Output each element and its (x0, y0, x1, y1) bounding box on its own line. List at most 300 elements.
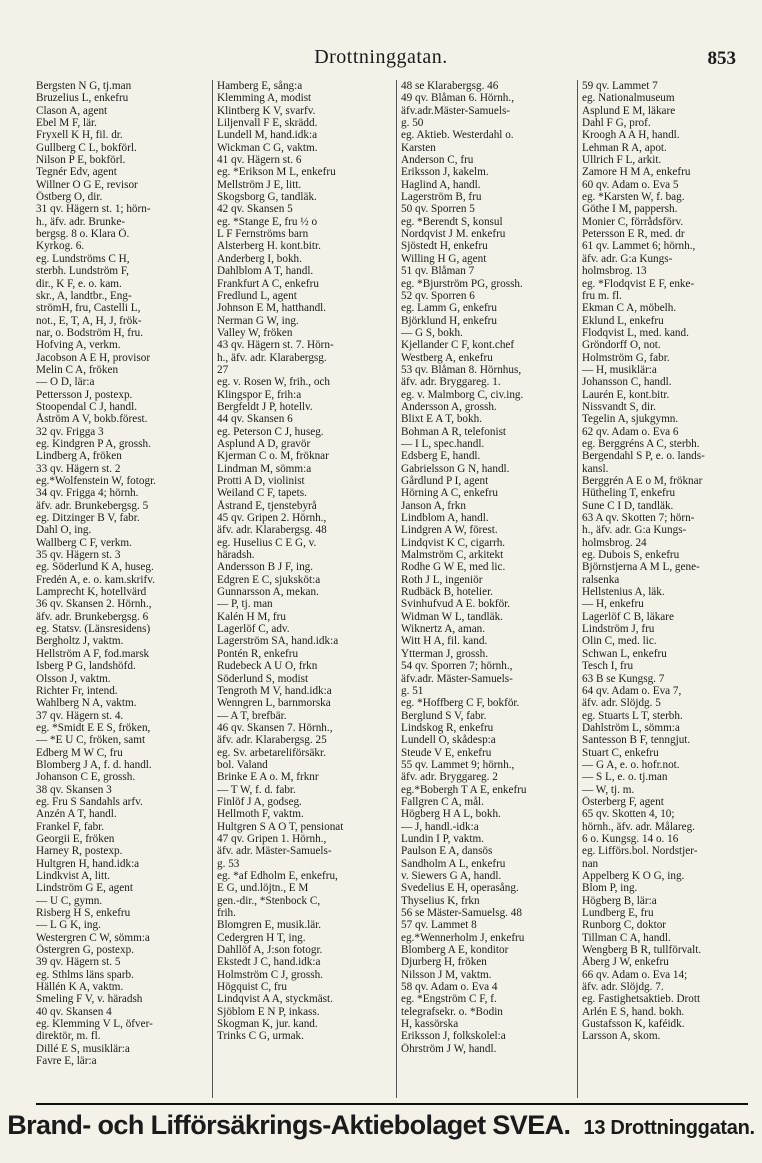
directory-entry: 59 qv. Lammet 7 (582, 80, 658, 92)
directory-entry: 37 qv. Hägern st. 4. (36, 709, 124, 722)
directory-entry: Lindskog R, enkefru (401, 721, 494, 734)
directory-entry: eg.*Bobergh T A E, enkefru (401, 783, 527, 796)
directory-entry: Frankfurt A C, enkefru (217, 277, 319, 290)
directory-entry: eg. Kindgren P A, grossh. (36, 437, 151, 450)
directory-entry: 52 qv. Sporren 6 (401, 289, 475, 302)
directory-entry: 46 qv. Skansen 7. Hörnh., (217, 721, 333, 734)
directory-entry: 45 qv. Gripen 2. Hörnh., (217, 512, 327, 525)
directory-entry: H, kassörska (401, 1018, 459, 1031)
directory-entry: 27 (217, 363, 229, 376)
directory-entry: 32 qv. Frigga 3 (36, 425, 104, 438)
directory-entry: Westberg A, enkefru (401, 351, 493, 364)
directory-entry: Lindqvist K C, cigarrh. (401, 536, 506, 549)
directory-entry: Blom P, ing. (582, 882, 638, 895)
directory-entry: Tesch I, fru (582, 660, 634, 673)
directory-entry: eg. Nationalmuseum (582, 92, 675, 105)
directory-entry: äfv. adr. Slöjdg. 7. (582, 981, 664, 994)
directory-entry: Kroogh A A H, handl. (582, 129, 680, 142)
directory-entry: Blomberg J A, f. d. handl. (36, 758, 152, 771)
directory-entry: äfv.adr. Mäster-Samuels- (401, 672, 513, 685)
directory-entry: Öhrström J W, handl. (401, 1042, 497, 1055)
directory-entry: Björklund H, enkefru (401, 314, 498, 327)
directory-entry: — G S, bokh. (401, 326, 463, 339)
directory-entry: äfv.adr.Mäster-Samuels- (401, 104, 511, 117)
directory-entry: Edgren E C, sjuksköt:a (217, 573, 321, 586)
directory-entry: Bruzelius L, enkefru (36, 92, 129, 105)
directory-entry: eg. *Smidt E E S, fröken, (36, 721, 151, 734)
directory-entry: Westergren C W, sömm:a (36, 931, 150, 944)
directory-entry: 39 qv. Hägern st. 5 (36, 956, 121, 969)
directory-entry: Andersson B J F, ing. (217, 561, 314, 574)
directory-entry: 53 qv. Blåman 8. Hörnhus, (401, 363, 522, 376)
directory-entry: 41 qv. Hägern st. 6 (217, 154, 302, 167)
directory-entry: Laurén E, kont.bitr. (582, 388, 670, 401)
directory-entry: holmsbrog. 24 (582, 536, 647, 549)
directory-entry: 58 qv. Adam o. Eva 4 (401, 981, 498, 994)
directory-entry: Alsterberg H. kont.bitr. (217, 240, 321, 253)
directory-entry: Högquist C, fru (217, 981, 287, 994)
directory-entry: eg. *af Edholm E, enkefru, (217, 870, 338, 882)
directory-entry: Anderson C, fru (401, 154, 474, 167)
directory-entry: Dahl O, ing. (36, 524, 92, 537)
directory-entry: Paulson E A, dansös (401, 845, 493, 858)
directory-entry: — G A, e. o. hofr.not. (582, 758, 680, 771)
directory-entry: Svedelius E H, operasång. (401, 882, 519, 895)
directory-entry: eg. *Hoffberg C F, bokför. (401, 697, 520, 710)
directory-entry: Wengberg B R, tullförvalt. (582, 944, 702, 957)
directory-entry: kansl. (582, 462, 609, 475)
directory-entry: eg. Lifförs.bol. Nordstjer- (582, 845, 698, 858)
directory-entry: Ebel M F, lär. (36, 117, 97, 130)
directory-entry: Blomberg A E, konditor (401, 944, 509, 957)
directory-entry: eg. Fru S Sandahls arfv. (36, 795, 143, 808)
directory-entry: Rudebeck A U O, frkn (217, 660, 318, 673)
directory-entry: nar, o. Bodström H, fru. (36, 326, 144, 339)
column-4 (577, 80, 753, 1098)
directory-entry: äfv. adr. Brunkebergsg. 5 (36, 499, 149, 512)
directory-entry: Petersson E R, med. dr (582, 228, 685, 241)
directory-entry: Tillman C A, handl. (582, 931, 671, 944)
directory-entry: Österberg F, agent (582, 795, 664, 808)
directory-entry: Nordqvist J M. enkefru (401, 228, 506, 241)
directory-entry: 44 qv. Skansen 6 (217, 413, 293, 426)
directory-entry: eg. Stuarts L T, sterbh. (582, 709, 683, 722)
directory-entry: Monier C, förrådsförv. (582, 215, 684, 228)
directory-entry: Lagerström SA, hand.idk:a (217, 635, 339, 648)
directory-entry: — H, enkefru (582, 598, 644, 611)
directory-entry: Lundell O, skådesp:a (401, 734, 496, 747)
directory-entry: Holmström G, fabr. (582, 351, 670, 364)
directory-entry: Bergsten N G, tj.man (36, 80, 132, 92)
directory-entry: Stuart C, enkefru (582, 746, 659, 759)
directory-entry: äfv. adr. Klarabergsg. 48 (217, 524, 327, 537)
directory-entry: 49 qv. Blåman 6. Hörnh., (401, 92, 514, 105)
directory-entry: Eklund L, enkefru (582, 314, 664, 327)
directory-entry: Runborg C, doktor (582, 919, 667, 932)
directory-entry: eg. *Engström C F, f. (401, 993, 497, 1006)
directory-entry: Santesson B F, tenngjut. (582, 734, 691, 747)
directory-entry: Widman W L, tandläk. (401, 610, 503, 623)
directory-entry: Zamore H M A, enkefru (582, 166, 691, 179)
directory-entry: Mellström J E, litt. (217, 178, 302, 191)
directory-entry: 43 qv. Hägern st. 7. Hörn- (217, 339, 334, 352)
directory-entry: Eriksson J, kakelm. (401, 166, 489, 179)
directory-entry: Stoopendal C J, handl. (36, 400, 137, 413)
directory-entry: h., äfv. adr. Klarabergsg. (217, 351, 327, 364)
directory-entry: äfv. adr. Klarabergsg. 25 (217, 734, 327, 747)
directory-entry: E G, und.löjtn., E M (217, 882, 309, 895)
directory-entry: Wickman C G, vaktm. (217, 141, 318, 154)
directory-entry: nan (582, 857, 599, 870)
directory-entry: Tegnér Edv, agent (36, 166, 117, 179)
directory-entry: Anderberg I, bokh. (217, 252, 302, 265)
directory-entry: Isberg P G, landshöfd. (36, 660, 136, 673)
directory-entry: Dahlström L, sömm:a (582, 721, 680, 734)
directory-entry: 63 B se Kungsg. 7 (582, 672, 665, 685)
directory-entry: 61 qv. Lammet 6; hörnh., (582, 240, 696, 253)
directory-entry: Clason A, agent (36, 104, 108, 117)
directory-columns (36, 80, 748, 1098)
directory-entry: — O D, lär:a (36, 376, 95, 389)
directory-entry: Brinke E A o. M, frknr (217, 771, 319, 784)
directory-entry: Dahl F G, prof. (582, 117, 651, 130)
directory-entry: eg.*Wennerholm J, enkefru (401, 931, 525, 944)
directory-entry: eg. v. Rosen W, frih., och (217, 376, 330, 389)
directory-entry: Georgii E, fröken (36, 832, 115, 845)
directory-entry: Ekstedt J C, hand.idk:a (217, 956, 321, 969)
directory-entry: Kjellander C F, kont.chef (401, 339, 515, 352)
directory-entry: eg. Huselius C E G, v. (217, 536, 317, 549)
directory-entry: 64 qv. Adam o. Eva 7, (582, 684, 682, 697)
directory-entry: Hultgren H, hand.idk:a (36, 857, 140, 870)
directory-entry: Hütheling T, enkefru (582, 487, 676, 500)
directory-entry: Ytterman J, grossh. (401, 647, 489, 660)
directory-entry: strömH, fru, Castelli L, (36, 302, 141, 315)
directory-entry: Svinhufvud A E. bokför. (401, 598, 511, 611)
directory-entry: eg. Statsv. (Länsresidens) (36, 623, 151, 636)
directory-entry: Malmström C, arkitekt (401, 549, 504, 562)
directory-entry: Pettersson J, postexp. (36, 388, 133, 401)
directory-entry: 50 qv. Sporren 5 (401, 203, 475, 216)
footer-company: Brand- och Lifförsäkrings-Aktiebolaget SVEA. (7, 1110, 571, 1140)
directory-entry: Högberg H A L, bokh. (401, 808, 501, 821)
directory-entry: Schwan L, enkefru (582, 647, 667, 660)
directory-entry: Hellström A F, fod.marsk (36, 647, 150, 660)
directory-entry: Lundell M, hand.idk:a (217, 129, 318, 142)
directory-entry: eg. Lundströms C H, (36, 252, 130, 265)
directory-entry: holmsbrog. 13 (582, 265, 647, 278)
directory-entry: äfv. adr. Bryggareg. 1. (401, 376, 501, 389)
directory-entry: äfv. adr. G:a Kungs- (582, 252, 673, 265)
directory-entry: Klemming A, modist (217, 92, 312, 105)
directory-entry: äfv. adr. Slöjdg. 5 (582, 697, 661, 710)
directory-entry: Valley W, fröken (217, 326, 293, 339)
directory-entry: Lindgren A W, förest. (401, 524, 498, 537)
directory-entry: Hamberg E, sång:a (217, 80, 303, 92)
directory-entry: Skogman K, jur. kand. (217, 1018, 318, 1031)
directory-entry: — H, musiklär:a (582, 363, 657, 376)
directory-entry: Liljenvall F E, skrädd. (217, 117, 318, 130)
directory-entry: Gabrielsson G N, handl. (401, 462, 510, 475)
directory-entry: L F Fernströms barn (217, 228, 309, 241)
directory-entry: Sjöblom E N P, inkass. (217, 1005, 320, 1018)
directory-entry: eg. Söderlund K A, huseg. (36, 561, 154, 574)
directory-entry: Dahlblom A T, handl. (217, 265, 314, 278)
directory-entry: Kjerman C o. M, fröknar (217, 450, 329, 463)
directory-entry: Wahlberg N A, vaktm. (36, 697, 137, 710)
directory-entry: gen.-dir., *Stenbock C, (217, 894, 321, 907)
directory-entry: Fredén A, e. o. kam.skrifv. (36, 573, 155, 586)
footer-address: 13 Drottninggatan. (583, 1117, 755, 1139)
directory-entry: Wenngren L, barnmorska (217, 697, 331, 710)
column-2 (212, 80, 395, 1098)
directory-entry: 40 qv. Skansen 4 (36, 1005, 112, 1018)
directory-entry: 36 qv. Skansen 2. Hörnh., (36, 598, 152, 611)
directory-entry: direktör, m. fl. (36, 1030, 101, 1043)
directory-entry: 66 qv. Adam o. Eva 14; (582, 968, 688, 981)
directory-entry: Appelberg K O G, ing. (582, 870, 685, 882)
directory-entry: — A T, brefbär. (217, 709, 287, 722)
directory-entry: Lamprecht K, hotellvärd (36, 586, 147, 599)
directory-entry: Lindberg A, fröken (36, 450, 122, 463)
directory-entry: — J, handl.-idk:a (401, 820, 479, 833)
directory-entry: Nissvandt S, dir. (582, 400, 656, 413)
directory-entry: Trinks C G, urmak. (217, 1030, 304, 1043)
directory-entry: Hultgren S A O T, pensionat (217, 820, 344, 833)
directory-entry: Thyselius K, frkn (401, 894, 480, 907)
directory-entry: äfv. adr. Bryggareg. 2 (401, 771, 498, 784)
directory-entry: Klintberg K V, svarfv. (217, 104, 316, 117)
directory-entry: Risberg H S, enkefru (36, 907, 131, 920)
directory-entry: Asplund E M, läkare (582, 104, 676, 117)
directory-entry: Hörning A C, enkefru (401, 487, 498, 500)
directory-entry: Åberg J W, enkefru (582, 956, 669, 969)
directory-entry: Berglund S V, fabr. (401, 709, 487, 722)
directory-entry: Åstrand E, tjenstebyrå (217, 499, 317, 512)
directory-entry: Hällén K A, vaktm. (36, 981, 124, 994)
directory-entry: Smeling F V, v. häradsh (36, 993, 143, 1006)
directory-entry: eg. Lamm G, enkefru (401, 302, 497, 315)
directory-entry: Östergren G, postexp. (36, 944, 134, 957)
directory-entry: Anzén A T, handl. (36, 808, 117, 821)
directory-entry: bergsg. 8 o. Klara Ö. (36, 228, 130, 241)
directory-entry: Gröndorff O, not. (582, 339, 661, 352)
directory-entry: — P, tj. man (217, 598, 273, 611)
directory-entry: 47 qv. Gripen 1. Hörnh., (217, 832, 327, 845)
directory-entry: dir., K F, e. o. kam. (36, 277, 122, 290)
directory-entry: Melin C A, fröken (36, 363, 119, 376)
directory-entry: Rodhe G W E, med lic. (401, 561, 506, 574)
directory-entry: Holmström C J, grossh. (217, 968, 323, 981)
directory-entry: äfv. adr. Mäster-Samuels- (217, 845, 332, 858)
directory-entry: eg. Peterson C J, huseg. (217, 425, 324, 438)
directory-entry: skr., A, landtbr., Eng- (36, 289, 132, 302)
directory-entry: Lundberg E, fru (582, 907, 654, 920)
directory-entry: eg. *Bjurström PG, grossh. (401, 277, 523, 290)
directory-entry: Sandholm A L, enkefru (401, 857, 506, 870)
directory-entry: eg. *Berendt S, konsul (401, 215, 503, 228)
directory-entry: Johansson C, handl. (582, 376, 672, 389)
directory-entry: 60 qv. Adam o. Eva 5 (582, 178, 679, 191)
directory-entry: Berggrén A E o M, fröknar (582, 475, 703, 487)
directory-entry: Haglind A, handl. (401, 178, 481, 191)
directory-entry: Göthe I M, pappersh. (582, 203, 678, 216)
directory-entry: Lagerström B, fru (401, 191, 482, 204)
directory-entry: Olsson J, vaktm. (36, 672, 111, 685)
directory-entry: Hellstenius A, läk. (582, 586, 665, 599)
directory-entry: Blomgren E, musik.lär. (217, 919, 322, 932)
directory-entry: Åström A V, bokb.förest. (36, 413, 148, 426)
directory-entry: 42 qv. Skansen 5 (217, 203, 293, 216)
directory-entry: Ekman C A, möbelh. (582, 302, 677, 315)
directory-entry: frih. (217, 907, 236, 920)
directory-entry: Lundin I P, vaktm. (401, 832, 484, 845)
directory-entry: Favre E, lär:a (36, 1055, 97, 1068)
directory-entry: Nilson P E, bokförl. (36, 154, 126, 167)
directory-entry: Edsberg E, handl. (401, 450, 481, 463)
directory-entry: Fryxell K H, fil. dr. (36, 129, 123, 142)
directory-entry: Janson A, frkn (401, 499, 466, 512)
advertisement-footer (0, 1110, 762, 1150)
directory-entry: Hellmoth F, vaktm. (217, 808, 304, 821)
directory-entry: Dahllöf A, J:son fotogr. (217, 944, 323, 957)
directory-entry: Tengroth M V, hand.idk:a (217, 684, 332, 697)
directory-entry: häradsh. (217, 549, 255, 562)
directory-entry: Nerman G W, ing. (217, 314, 299, 327)
directory-entry: eg. Aktieb. Westerdahl o. (401, 129, 514, 142)
directory-entry: Östberg O, dir. (36, 191, 103, 204)
directory-entry: Fallgren C A, mål. (401, 795, 484, 808)
directory-entry: Sune C I D, tandläk. (582, 499, 674, 512)
directory-entry: Weiland C F, tapets. (217, 487, 307, 500)
directory-entry: Lindqvist A A, styckmäst. (217, 993, 333, 1006)
directory-entry: eg. Berggréns A C, sterbh. (582, 437, 700, 450)
directory-entry: Dillé E S, musiklär:a (36, 1042, 130, 1055)
directory-entry: Roth J L, ingeniör (401, 573, 483, 586)
street-title: Drottninggatan. (314, 46, 448, 68)
directory-entry: v. Siewers G A, handl. (401, 870, 502, 882)
directory-entry: fru m. fl. (582, 289, 622, 302)
directory-entry: Johnson E M, hatthandl. (217, 302, 327, 315)
directory-entry: Richter Fr, intend. (36, 684, 118, 697)
directory-entry: Willing H G, agent (401, 252, 487, 265)
directory-entry: 55 qv. Lammet 9; hörnh., (401, 758, 515, 771)
directory-entry: Högberg B, lär:a (582, 894, 657, 907)
page-number: 853 (707, 48, 736, 69)
directory-entry: Lindkvist A, litt. (36, 870, 110, 882)
directory-entry: Björnstjerna A M L, gene- (582, 561, 700, 574)
directory-entry: 57 qv. Lammet 8 (401, 919, 477, 932)
directory-entry: Lagerlöf C, adv. (217, 623, 290, 636)
directory-entry: 48 se Klarabergsg. 46 (401, 80, 499, 92)
directory-entry: Witt H A, fil. kand. (401, 635, 488, 648)
directory-entry: 34 qv. Frigga 4; hörnh. (36, 487, 139, 500)
directory-entry: 6 o. Kungsg. 14 o. 16 (582, 832, 679, 845)
directory-entry: Karsten (401, 141, 436, 154)
directory-entry: 38 qv. Skansen 3 (36, 783, 112, 796)
directory-entry: eg. Klemming V L, öfver- (36, 1018, 153, 1031)
directory-entry: Rudbäck B, hotelier. (401, 586, 493, 599)
directory-entry: 35 qv. Hägern st. 3 (36, 549, 121, 562)
directory-entry: Arlén E S, hand. bokh. (582, 1005, 685, 1018)
directory-entry: Cedergren H T, ing. (217, 931, 306, 944)
directory-entry: Skogsborg G, tandläk. (217, 191, 317, 204)
directory-entry: Jacobson A E H, provisor (36, 351, 151, 364)
directory-entry: eg. *Flodqvist E F, enke- (582, 277, 695, 290)
directory-entry: 56 se Mäster-Samuelsg. 48 (401, 907, 522, 920)
directory-entry: Bergholtz J, vaktm. (36, 635, 124, 648)
directory-entry: Lagerlöf C B, läkare (582, 610, 674, 623)
directory-entry: Harney R, postexp. (36, 845, 123, 858)
directory-entry: 54 qv. Sporren 7; hörnh., (401, 660, 513, 673)
directory-entry: eg. Fastighetsaktieb. Drott (582, 993, 701, 1006)
directory-entry: Kalén H M, fru (217, 610, 286, 623)
directory-entry: Wiknertz A, aman. (401, 623, 486, 636)
footer-rule (36, 1103, 748, 1105)
directory-entry: Gullberg C L, bokförl. (36, 141, 137, 154)
page-header (0, 46, 762, 74)
directory-entry: Frankel F, fabr. (36, 820, 105, 833)
directory-entry: g. 51 (401, 684, 424, 697)
directory-entry: hörnh., äfv. adr. Målareg. (582, 820, 695, 833)
directory-entry: eg. *Karsten W, f. bag. (582, 191, 685, 204)
directory-entry: Lindström J, fru (582, 623, 655, 636)
directory-entry: eg. Dubois S, enkefru (582, 549, 680, 562)
directory-entry: — L G K, ing. (36, 919, 101, 932)
directory-entry: not., E, T, A, H, J, frök- (36, 314, 142, 327)
directory-entry: Gustafsson K, kaféidk. (582, 1018, 685, 1031)
directory-entry: g. 53 (217, 857, 240, 870)
directory-entry: Pontén R, enkefru (217, 647, 299, 660)
column-1 (36, 80, 206, 1098)
directory-entry: Larsson A, skom. (582, 1030, 661, 1043)
directory-entry: 51 qv. Blåman 7 (401, 265, 475, 278)
directory-entry: Gunnarsson A, mekan. (217, 586, 319, 599)
directory-entry: eg. Ditzinger B V, fabr. (36, 512, 140, 525)
directory-entry: Sjöstedt H, enkefru (401, 240, 488, 253)
directory-entry: Olin C, med. lic. (582, 635, 657, 648)
directory-entry: Klingspor E, frih:a (217, 388, 302, 401)
directory-entry: 65 qv. Skotten 4, 10; (582, 808, 675, 821)
directory-entry: 62 qv. Adam o. Eva 6 (582, 425, 679, 438)
directory-entry: 31 qv. Hägern st. 1; hörn- (36, 203, 151, 216)
directory-entry: Djurberg H, fröken (401, 956, 487, 969)
directory-entry: Gårdlund P I, agent (401, 475, 489, 487)
directory-entry: telegrafsekr. o. *Bodin (401, 1005, 503, 1018)
directory-entry: bol. Valand (217, 758, 268, 771)
directory-entry: ralsenka (582, 573, 620, 586)
directory-entry: Flodqvist L, med. kand. (582, 326, 689, 339)
directory-entry: Lindman M, sömm:a (217, 462, 312, 475)
directory-entry: Johanson C E, grossh. (36, 771, 136, 784)
directory-entry: Bohman A R, telefonist (401, 425, 507, 438)
directory-entry: Kyrkog. 6. (36, 240, 85, 253)
directory-entry: Lindblom A, handl. (401, 512, 489, 525)
directory-entry: Bergendahl S P, e. o. lands- (582, 450, 705, 463)
directory-entry: Fredlund L, agent (217, 289, 297, 302)
directory-entry: sterbh. Lundström F, (36, 265, 129, 278)
directory-entry: — U C, gymn. (36, 894, 103, 907)
directory-entry: — T W, f. d. fabr. (217, 783, 296, 796)
directory-entry: eg. Sthlms läns sparb. (36, 968, 134, 981)
directory-entry: Hofving A, verkm. (36, 339, 121, 352)
directory-entry: Protti A D, violinist (217, 475, 305, 487)
directory-entry: Lehman R A, apot. (582, 141, 667, 154)
directory-entry: Ullrich F L, arkit. (582, 154, 662, 167)
directory-entry: eg. *Erikson M L, enkefru (217, 166, 336, 179)
directory-entry: eg. *Stange E, fru ½ o (217, 215, 318, 228)
directory-entry: Lindström G E, agent (36, 882, 133, 895)
